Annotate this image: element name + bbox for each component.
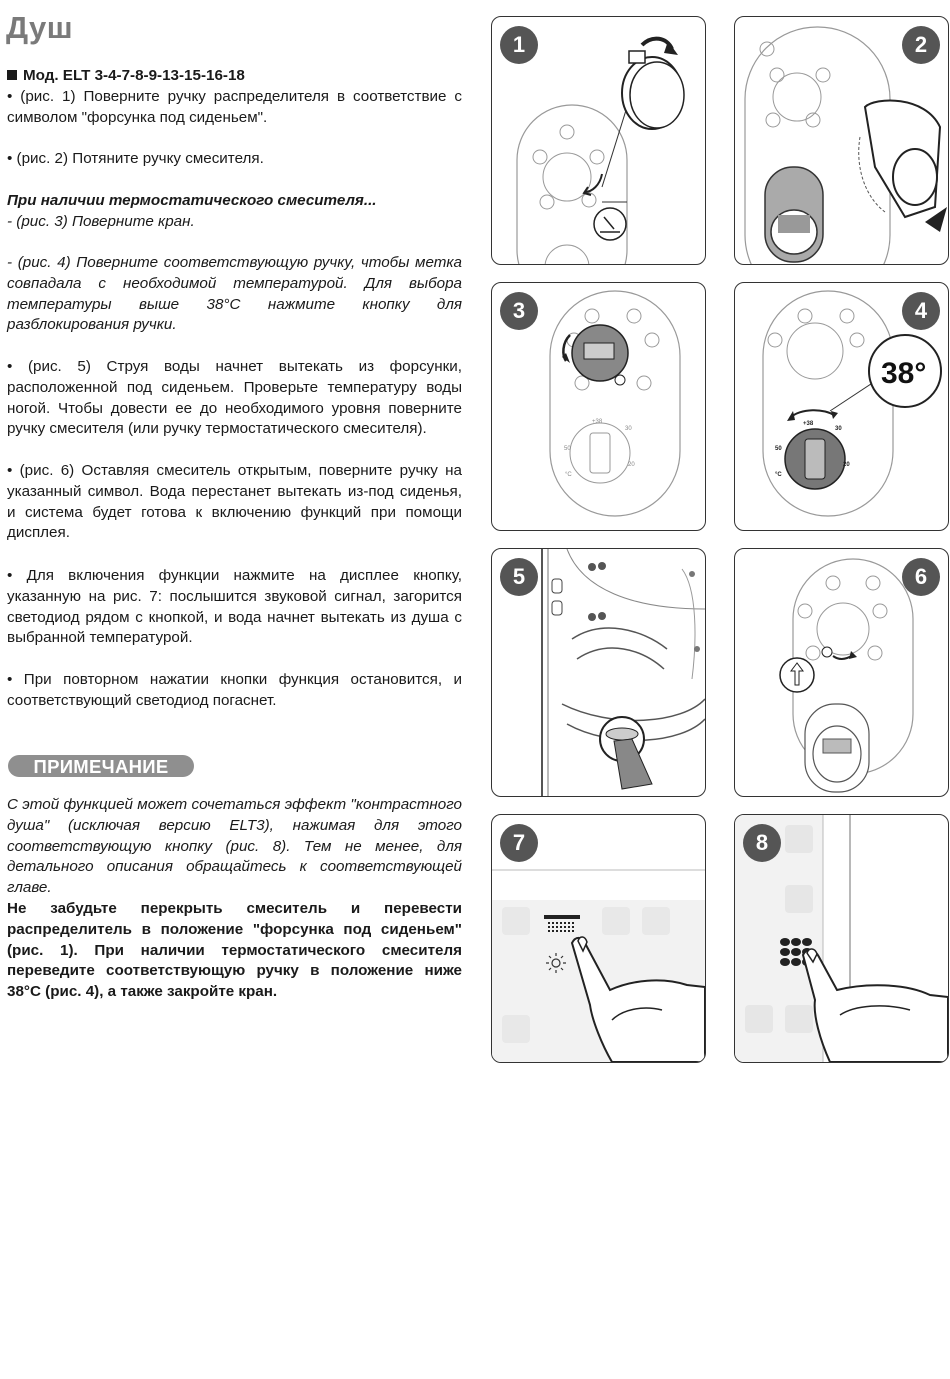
figure-number: 5 — [500, 558, 538, 596]
figure-4 — [734, 282, 949, 531]
step-5-text: • (рис. 5) Струя воды начнет вытекать из форсунки, расположенной под сиденьем. Проверьте температуру воды ногой. Чтобы довести ее до необходимого уровня поверните ручку смесителя (или ручку термостатического смесителя). — [7, 358, 462, 438]
figure-number: 4 — [902, 292, 940, 330]
step-6-text: • (рис. 6) Оставляя смеситель открытым, поверните ручку на указанный символ. Вода перестанет вытекать из-под сиденья, и система будет готова к включению функций при помощи дисплея. — [7, 462, 462, 542]
fig3-label-20: 20 — [628, 462, 635, 468]
figure-8 — [734, 814, 949, 1063]
note-label: ПРИМЕЧАНИЕ — [8, 755, 194, 777]
step-1-text: • (рис. 1) Поверните ручку распределителя в соответствие с символом "форсунка под сиденьем". — [7, 88, 462, 126]
page-title: Душ — [6, 10, 74, 45]
figure-number: 1 — [500, 26, 538, 64]
fig3-label-c: °C — [565, 472, 572, 478]
note-warning: Не забудьте перекрыть смеситель и перевести распределитель в положение "форсунка под сиденьем" (рис. 1). При наличии термостатического смесителя переведите соответствующую ручку в положение ниже 38°C (рис. 4), а также закройте кран. — [7, 900, 462, 1001]
step-4-text: - (рис. 4) Поверните соответствующую ручку, чтобы метка совпадала с необходимой температурой. Для выбора температуры выше 38°C нажмите кнопку для разблокирования ручки. — [7, 254, 462, 334]
figure-number: 3 — [500, 292, 538, 330]
square-bullet-icon — [7, 70, 17, 80]
figure-number: 2 — [902, 26, 940, 64]
note-text: С этой функцией может сочетаться эффект "контрастного душа" (исключая версию ELT3), нажимая для этого соответствующую кнопку (рис. 8). Тем не менее, для детального описания обращайтесь к соответствующей главе. — [7, 796, 462, 897]
fig4-label-50: 50 — [775, 446, 782, 452]
step-8-text: • При повторном нажатии кнопки функция остановится, и соответствующий светодиод погаснет. — [7, 671, 462, 709]
figure-2 — [734, 16, 949, 265]
figure-6 — [734, 548, 949, 797]
fig4-label-20: 20 — [843, 462, 850, 468]
fig4-label-c: °C — [775, 472, 782, 478]
fig3-mark: +38 — [592, 419, 603, 425]
fig4-label-30: 30 — [835, 426, 842, 432]
figure-3 — [491, 282, 706, 531]
temperature-callout: 38° — [881, 357, 927, 390]
figure-number: 8 — [743, 824, 781, 862]
figure-7 — [491, 814, 706, 1063]
model-heading — [7, 66, 462, 87]
figure-number: 6 — [902, 558, 940, 596]
fig3-label-50: 50 — [564, 446, 571, 452]
step-2-text: • (рис. 2) Потяните ручку смесителя. — [7, 150, 264, 167]
model-label: Мод. ELT 3-4-7-8-9-13-15-16-18 — [23, 67, 245, 84]
figure-1 — [491, 16, 706, 265]
fig4-mark: +38 — [803, 421, 814, 427]
step-3-text: - (рис. 3) Поверните кран. — [7, 213, 195, 230]
fig3-label-30: 30 — [625, 426, 632, 432]
thermostat-heading: При наличии термостатического смесителя... — [7, 192, 377, 209]
figure-number: 7 — [500, 824, 538, 862]
figure-5 — [491, 548, 706, 797]
step-7-text: • Для включения функции нажмите на дисплее кнопку, указанную на рис. 7: послышится звуковой сигнал, загорится светодиод рядом с кнопкой, и вода начнет вытекать из душа с выбранной температурой. — [7, 567, 462, 647]
